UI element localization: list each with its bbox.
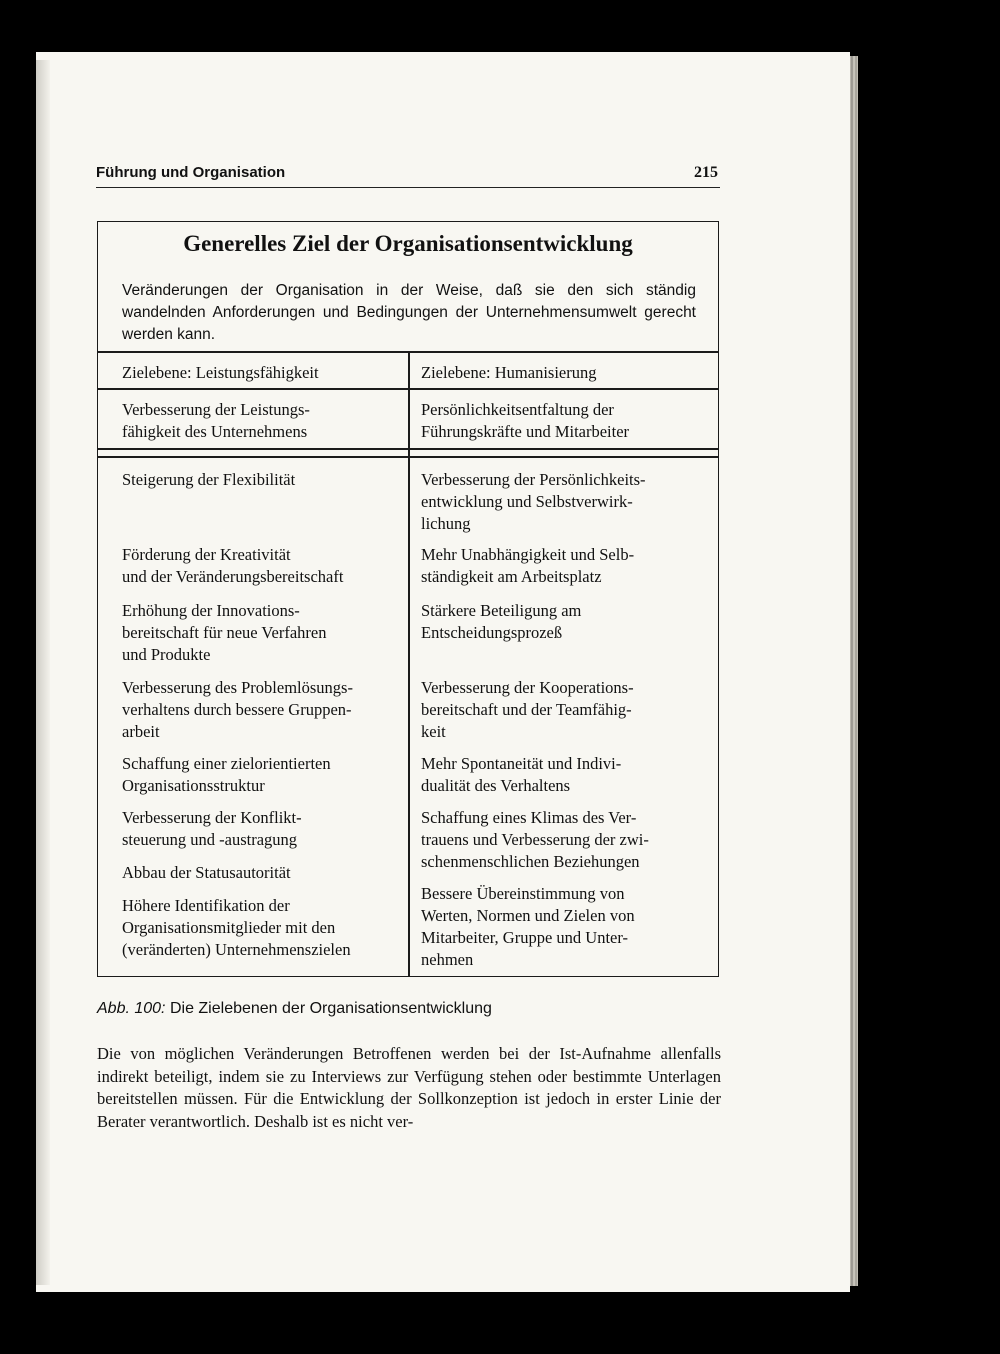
goal-performance: Verbesserung der Leistungs- fähigkeit des Unternehmens: [122, 400, 310, 441]
page-edge: [850, 56, 858, 1286]
list-item: Verbesserung der Kooperations- bereitschaft und der Teamfähig- keit: [421, 678, 634, 741]
list-item: Stärkere Beteiligung am Entscheidungsprozeß: [421, 601, 582, 642]
page-number: 215: [694, 164, 718, 181]
list-item: Bessere Übereinstimmung von Werten, Normen und Zielen von Mitarbeiter, Gruppe und Unter- nehmen: [421, 884, 635, 969]
column-heading-performance: Zielebene: Leistungsfähigkeit: [122, 363, 319, 382]
list-item: Erhöhung der Innovations- bereitschaft für neue Verfahren und Produkte: [122, 601, 327, 664]
running-head: [96, 160, 720, 186]
header-rule: [96, 187, 720, 188]
list-item: Verbesserung der Konflikt- steuerung und -austragung: [122, 808, 302, 849]
list-item: Verbesserung des Problemlösungs- verhaltens durch bessere Gruppen- arbeit: [122, 678, 353, 741]
goal-humanization: Persönlichkeitsentfaltung der Führungskräfte und Mitarbeiter: [421, 400, 630, 441]
table-title: Generelles Ziel der Organisationsentwicklung: [183, 231, 633, 256]
running-title: Führung und Organisation: [96, 164, 286, 181]
column-heading-humanization: Zielebene: Humanisierung: [421, 363, 597, 382]
list-item: Abbau der Statusautorität: [122, 863, 291, 882]
paragraph-text: Die von möglichen Veränderungen Betroffenen werden bei der Ist-Aufnahme allenfalls indirekt beteiligt, indem sie zu Interviews zur Verfügung stehen oder bestimmte Unterlagen bereitstellen müssen. Für die Entwicklung der Sollkonzeption ist jedoch in erster Linie der Berater verantwortlich. Deshalb ist es nicht ver-: [97, 1044, 721, 1131]
page-gutter: [36, 60, 50, 1285]
column-divider: [408, 351, 410, 976]
list-item: Schaffung einer zielorientierten Organisationsstruktur: [122, 754, 331, 795]
list-item: Schaffung eines Klimas des Ver- trauens und Verbesserung der zwi- schenmenschlichen Beziehungen: [421, 808, 649, 871]
list-item: Höhere Identifikation der Organisationsmitglieder mit den (veränderten) Unternehmenszielen: [122, 896, 351, 959]
caption-text: Die Zielebenen der Organisationsentwicklung: [169, 1000, 492, 1017]
list-item: Förderung der Kreativität und der Veränderungsbereitschaft: [122, 545, 344, 586]
list-item: Steigerung der Flexibilität: [122, 470, 296, 489]
caption-label: Abb. 100:: [97, 1000, 166, 1017]
list-item: Mehr Unabhängigkeit und Selb- ständigkeit am Arbeitsplatz: [421, 545, 635, 586]
table-intro: Veränderungen der Organisation in der Weise, daß sie den sich ständig wandelnden Anforderungen und Bedingungen der Unternehmensumwelt gerecht werden kann.: [122, 282, 696, 343]
list-item: Verbesserung der Persönlichkeits- entwicklung und Selbstverwirk- lichung: [421, 470, 646, 533]
body-paragraph: [97, 1043, 721, 1133]
figure-caption: [97, 997, 737, 1021]
list-item: Mehr Spontaneität und Indivi- dualität des Verhaltens: [421, 754, 622, 795]
